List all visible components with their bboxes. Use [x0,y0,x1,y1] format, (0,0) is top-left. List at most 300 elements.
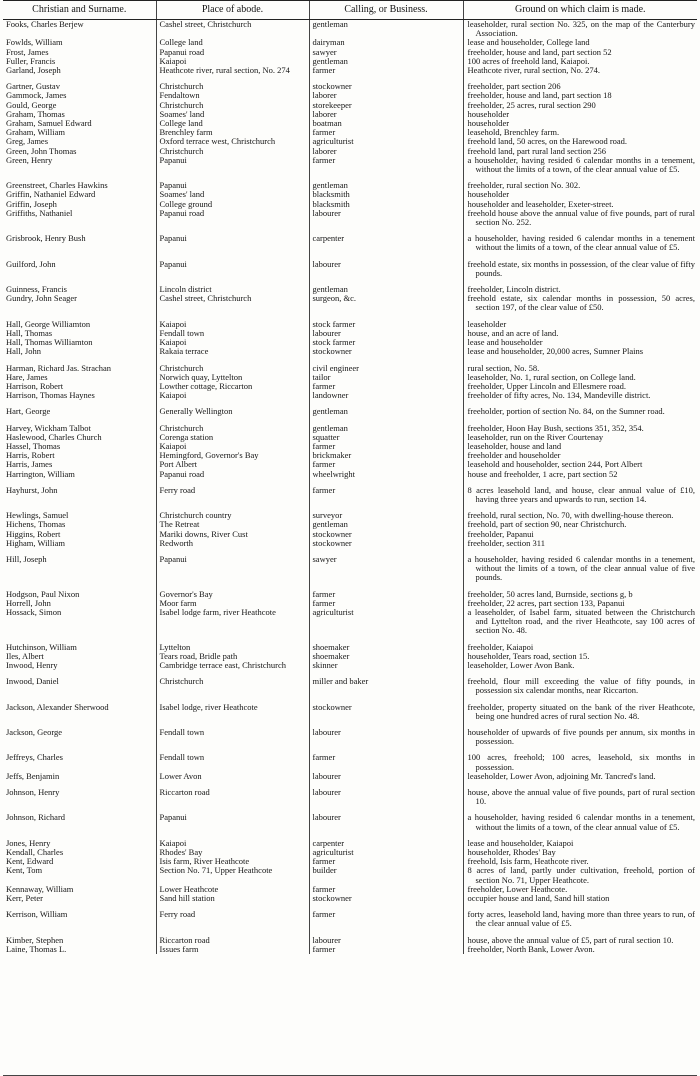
name-cell: Hall, Thomas [6,328,53,338]
claim-cell: freeholder, rural section No. 302. [463,181,697,190]
spacer-cell [463,400,697,407]
name-cell: Harman, Richard Jas. Strachan [6,363,112,373]
calling-cell: stockowner [309,539,463,548]
calling-cell: farmer [309,945,463,954]
abode-cell: Hemingford, Governor's Bay [156,451,309,460]
table-row [3,753,697,771]
header-abode: Place of abode. [156,1,309,20]
calling-cell: gentleman [309,20,463,39]
spacer-cell [309,400,463,407]
calling-cell: gentleman [309,57,463,66]
spacer-cell [463,781,697,788]
abode-cell: Papanui [156,260,309,278]
calling-cell: shoemaker [309,652,463,661]
claim-cell: occupier house and land, Sand hill station [463,894,697,903]
table-row [3,772,697,781]
row-spacer [3,417,697,424]
abode-cell: Soames' land [156,190,309,199]
claim-cell: freeholder, Lower Heathcote. [463,885,697,894]
spacer-cell [309,721,463,728]
table-row [3,209,697,227]
header-row [3,1,697,20]
claim-cell: house, above the annual value of five pounds, part of rural section 10. [463,788,697,806]
abode-cell: College ground [156,200,309,209]
spacer-cell [3,806,156,813]
electors-body [3,20,697,955]
spacer-cell [156,357,309,364]
table-row [3,703,697,721]
calling-cell: labourer [309,728,463,746]
claim-cell: lease and householder, Kaiapoi [463,839,697,848]
table-row [3,885,697,894]
name-cell: Hayhurst, John [6,485,58,495]
calling-cell: labourer [309,772,463,781]
table-row [3,391,697,400]
claim-cell: leasehold, Brenchley farm. [463,128,697,137]
table-row [3,20,697,39]
claim-cell: 100 acres, freehold; 100 acres, leasehold, six months in possession. [463,753,697,771]
table-row [3,128,697,137]
claim-cell: freeholder, 22 acres, part section 133, Papanui [463,599,697,608]
spacer-cell [156,929,309,936]
name-cell: Hodgson, Paul Nixon [6,589,80,599]
spacer-cell [156,636,309,643]
claim-cell: freehold, part of section 90, near Christchurch. [463,520,697,529]
spacer-cell [463,479,697,486]
calling-cell: farmer [309,486,463,504]
spacer-cell [309,746,463,753]
calling-cell: stock farmer [309,320,463,329]
name-cell: Hare, James [6,372,48,382]
name-cell: Higham, William [6,538,65,548]
row-spacer [3,400,697,407]
row-spacer [3,929,697,936]
name-cell: Kent, Tom [6,866,43,876]
calling-cell: landowner [309,391,463,400]
name-cell: Gundry, John Seager [6,294,77,304]
spacer-cell [156,253,309,260]
claim-cell: leaseholder [463,320,697,329]
spacer-cell [156,781,309,788]
spacer-cell [3,670,156,677]
calling-cell: blacksmith [309,190,463,199]
name-cell: Hall, John [6,347,41,357]
name-cell: Kerrison, William [6,910,68,920]
calling-cell: labourer [309,209,463,227]
table-row [3,110,697,119]
table-row [3,652,697,661]
row-spacer [3,636,697,643]
name-cell: Harris, James [6,460,53,470]
abode-cell: Christchurch [156,82,309,91]
calling-cell: laborer [309,110,463,119]
spacer-cell [3,696,156,703]
abode-cell: Lower Avon [156,772,309,781]
calling-cell: gentleman [309,407,463,416]
spacer-cell [463,75,697,82]
calling-cell: gentleman [309,181,463,190]
spacer-cell [3,903,156,910]
name-cell: Inwood, Daniel [6,677,59,687]
name-cell: Harris, Robert [6,451,55,461]
name-cell: Kimber, Stephen [6,935,64,945]
table-row [3,320,697,329]
spacer-cell [463,806,697,813]
table-row [3,728,697,746]
claim-cell: freeholder, Papanui [463,530,697,539]
claim-cell: Heathcote river, rural section, No. 274. [463,66,697,75]
spacer-cell [3,174,156,181]
abode-cell: College land [156,119,309,128]
spacer-cell [3,417,156,424]
table-row [3,234,697,252]
name-cell: Harrington, William [6,469,75,479]
calling-cell: agriculturist [309,848,463,857]
table-row [3,66,697,75]
spacer-cell [463,721,697,728]
claim-cell: freeholder, part section 206 [463,82,697,91]
spacer-cell [156,746,309,753]
claim-cell: freeholder, 25 acres, rural section 290 [463,101,697,110]
table-row [3,945,697,954]
spacer-cell [156,278,309,285]
name-cell: Griffin, Nathaniel Edward [6,190,96,200]
calling-cell: skinner [309,661,463,670]
spacer-cell [156,504,309,511]
calling-cell: gentleman [309,424,463,433]
spacer-cell [156,832,309,839]
table-row [3,260,697,278]
table-row [3,460,697,469]
name-cell: Fuller, Francis [6,56,56,66]
calling-cell: sawyer [309,555,463,583]
name-cell: Fowlds, William [6,38,63,48]
abode-cell: Kaiapoi [156,391,309,400]
row-spacer [3,174,697,181]
spacer-cell [3,357,156,364]
table-row [3,424,697,433]
name-cell: Hill, Joseph [6,554,47,564]
abode-cell: Cashel street, Christchurch [156,20,309,39]
calling-cell: labourer [309,329,463,338]
claim-cell: leaseholder, No. 1, rural section, on College land. [463,373,697,382]
calling-cell: shoemaker [309,643,463,652]
spacer-cell [156,313,309,320]
table-row [3,433,697,442]
calling-cell: agriculturist [309,608,463,636]
table-row [3,661,697,670]
abode-cell: Oxford terrace west, Christchurch [156,137,309,146]
claim-cell: householder, Rhodes' Bay [463,848,697,857]
spacer-cell [463,417,697,424]
table-row [3,866,697,884]
abode-cell: Isis farm, River Heathcote [156,857,309,866]
abode-cell: Generally Wellington [156,407,309,416]
table-row [3,530,697,539]
name-cell: Griffin, Joseph [6,199,57,209]
claim-cell: lease and householder [463,338,697,347]
calling-cell: farmer [309,156,463,174]
abode-cell: Moor farm [156,599,309,608]
calling-cell: miller and baker [309,677,463,695]
row-spacer [3,227,697,234]
table-row [3,894,697,903]
name-cell: Griffiths, Nathaniel [6,208,73,218]
calling-cell: builder [309,866,463,884]
abode-cell: Isabel lodge farm, river Heathcote [156,608,309,636]
calling-cell: wheelwright [309,470,463,479]
name-cell: Inwood, Henry [6,660,58,670]
name-cell: Iles, Albert [6,651,44,661]
name-cell: Kennaway, William [6,884,74,894]
claim-cell: a householder, having resided 6 calendar months in a tenement, without the limits of a town, of the clear annual value of £5. [463,813,697,831]
spacer-cell [3,781,156,788]
name-cell: Graham, Samuel Edward [6,119,92,129]
spacer-cell [463,832,697,839]
spacer-cell [156,417,309,424]
abode-cell: Mariki downs, River Cust [156,530,309,539]
spacer-cell [156,174,309,181]
spacer-cell [3,278,156,285]
table-row [3,936,697,945]
abode-cell: Fendall town [156,329,309,338]
table-row [3,364,697,373]
abode-cell: Isabel lodge, river Heathcote [156,703,309,721]
spacer-cell [463,357,697,364]
calling-cell: farmer [309,460,463,469]
name-cell: Guilford, John [6,259,56,269]
claim-cell: a householder, having resided 6 calendar months in a tenement, without the limits of a town, of the clear annual value of five pounds. [463,555,697,583]
table-row [3,156,697,174]
spacer-cell [309,504,463,511]
calling-cell: labourer [309,788,463,806]
header-calling: Calling, or Business. [309,1,463,20]
row-spacer [3,903,697,910]
name-cell: Kent, Edward [6,857,54,867]
name-cell: Gartner, Gustav [6,82,60,92]
row-spacer [3,583,697,590]
row-spacer [3,670,697,677]
claim-cell: householder of upwards of five pounds per annum, six months in possession. [463,728,697,746]
abode-cell: Papanui [156,555,309,583]
calling-cell: farmer [309,857,463,866]
spacer-cell [463,548,697,555]
spacer-cell [156,548,309,555]
claim-cell: leaseholder, Lower Avon Bank. [463,661,697,670]
table-row [3,590,697,599]
abode-cell: Christchurch [156,101,309,110]
claim-cell: leaseholder, run on the River Courtenay [463,433,697,442]
abode-cell: Christchurch country [156,511,309,520]
abode-cell: Rakaia terrace [156,347,309,356]
name-cell: Green, John Thomas [6,146,77,156]
claim-cell: a leaseholder, of Isabel farm, situated between the Christchurch and Lyttelton road, and the river Heathcote, say 100 acres of section No. 48. [463,608,697,636]
calling-cell: dairyman [309,38,463,47]
claim-cell: freeholder, North Bank, Lower Avon. [463,945,697,954]
table-row [3,294,697,312]
claim-cell: leaseholder, Lower Avon, adjoining Mr. Tancred's land. [463,772,697,781]
calling-cell: brickmaker [309,451,463,460]
table-row [3,91,697,100]
name-cell: Harrison, Thomas Haynes [6,391,95,401]
calling-cell: gentleman [309,520,463,529]
name-cell: Guinness, Francis [6,285,67,295]
name-cell: Jackson, George [6,728,63,737]
abode-cell: Kaiapoi [156,338,309,347]
calling-cell: farmer [309,590,463,599]
calling-cell: stockowner [309,82,463,91]
spacer-cell [3,583,156,590]
spacer-cell [463,504,697,511]
calling-cell: farmer [309,128,463,137]
table-row [3,285,697,294]
abode-cell: Riccarton road [156,788,309,806]
row-spacer [3,746,697,753]
calling-cell: carpenter [309,234,463,252]
claim-cell: freeholder, Lincoln district. [463,285,697,294]
spacer-cell [3,400,156,407]
calling-cell: farmer [309,382,463,391]
name-cell: Gould, George [6,100,57,110]
row-spacer [3,721,697,728]
table-row [3,451,697,460]
claim-cell: freehold, flour mill exceeding the value of fifty pounds, in possession six calendar months, near Riccarton. [463,677,697,695]
spacer-cell [463,227,697,234]
abode-cell: Cambridge terrace east, Christchurch [156,661,309,670]
claim-cell: householder, Tears road, section 15. [463,652,697,661]
spacer-cell [463,746,697,753]
abode-cell: Papanui road [156,48,309,57]
abode-cell: Sand hill station [156,894,309,903]
table-row [3,382,697,391]
abode-cell: Governor's Bay [156,590,309,599]
claim-cell: a householder, having resided 6 calendar months in a tenement, without the limits of a town, of the clear annual value of £5. [463,156,697,174]
claim-cell: householder [463,119,697,128]
abode-cell: Papanui road [156,470,309,479]
table-row [3,48,697,57]
spacer-cell [463,929,697,936]
calling-cell: stockowner [309,894,463,903]
spacer-cell [3,479,156,486]
claim-cell: leasehold and householder, section 244, Port Albert [463,460,697,469]
name-cell: Fooks, Charles Berjew [6,19,84,29]
calling-cell: stock farmer [309,338,463,347]
table-row [3,539,697,548]
name-cell: Jeffreys, Charles [6,753,63,763]
abode-cell: Lower Heathcote [156,885,309,894]
spacer-cell [3,504,156,511]
abode-cell: Lincoln district [156,285,309,294]
abode-cell: Fendaltown [156,91,309,100]
table-row [3,643,697,652]
abode-cell: Heathcote river, rural section, No. 274 [156,66,309,75]
table-row [3,137,697,146]
row-spacer [3,832,697,839]
table-row [3,520,697,529]
table-row [3,442,697,451]
spacer-cell [156,670,309,677]
abode-cell: Fendall town [156,753,309,771]
table-row [3,347,697,356]
name-cell: Hewlings, Samuel [6,511,69,521]
abode-cell: Norwich quay, Lyttelton [156,373,309,382]
claim-cell: house, above the annual value of £5, part of rural section 10. [463,936,697,945]
name-cell: Johnson, Henry [6,788,60,798]
name-cell: Horrell, John [6,598,51,608]
calling-cell: agriculturist [309,137,463,146]
spacer-cell [156,903,309,910]
spacer-cell [309,75,463,82]
calling-cell: storekeeper [309,101,463,110]
table-row [3,181,697,190]
abode-cell: Issues farm [156,945,309,954]
claim-cell: freeholder of fifty acres, No. 134, Mandeville district. [463,391,697,400]
spacer-cell [156,75,309,82]
spacer-cell [463,696,697,703]
abode-cell: Section No. 71, Upper Heathcote [156,866,309,884]
spacer-cell [309,583,463,590]
claim-cell: a householder, having resided 6 calendar months in a tenement without the limits of a town, of the clear annual value of £5. [463,234,697,252]
claim-cell: freehold, Isis farm, Heathcote river. [463,857,697,866]
abode-cell: Soames' land [156,110,309,119]
abode-cell: Rhodes' Bay [156,848,309,857]
claim-cell: freehold estate, six calendar months in possession, 50 acres, section 197, of the clear value of £50. [463,294,697,312]
abode-cell: Redworth [156,539,309,548]
claim-cell: householder [463,110,697,119]
abode-cell: The Retreat [156,520,309,529]
calling-cell: farmer [309,66,463,75]
row-spacer [3,806,697,813]
spacer-cell [309,227,463,234]
table-row [3,101,697,110]
name-cell: Hutchinson, William [6,642,77,652]
name-cell: Hichens, Thomas [6,520,66,530]
spacer-cell [3,253,156,260]
spacer-cell [309,313,463,320]
abode-cell: Brenchley farm [156,128,309,137]
abode-cell: Ferry road [156,486,309,504]
table-row [3,511,697,520]
claim-cell: freeholder, portion of section No. 84, on the Sumner road. [463,407,697,416]
spacer-cell [309,806,463,813]
spacer-cell [156,400,309,407]
abode-cell: Fendall town [156,728,309,746]
claim-cell: 8 acres of land, partly under cultivation, freehold, portion of section No. 71, Upper Heathcote. [463,866,697,884]
spacer-cell [309,278,463,285]
abode-cell: Papanui [156,813,309,831]
calling-cell: gentleman [309,285,463,294]
claim-cell: freeholder, house and land, part section 52 [463,48,697,57]
abode-cell: Lyttelton [156,643,309,652]
spacer-cell [309,479,463,486]
calling-cell: squatter [309,433,463,442]
claim-cell: leaseholder, house and land [463,442,697,451]
spacer-cell [463,313,697,320]
claim-cell: freehold, rural section, No. 70, with dwelling-house thereon. [463,511,697,520]
name-cell: Gammock, James [6,91,67,101]
table-row [3,38,697,47]
spacer-cell [309,417,463,424]
name-cell: Hart, George [6,407,51,417]
spacer-cell [309,832,463,839]
spacer-cell [309,357,463,364]
abode-cell: Riccarton road [156,936,309,945]
spacer-cell [309,929,463,936]
name-cell: Frost, James [6,47,49,57]
name-cell: Laine, Thomas L. [6,944,67,954]
name-cell: Jeffs, Benjamin [6,771,60,781]
header-name: Christian and Surname. [3,1,156,20]
